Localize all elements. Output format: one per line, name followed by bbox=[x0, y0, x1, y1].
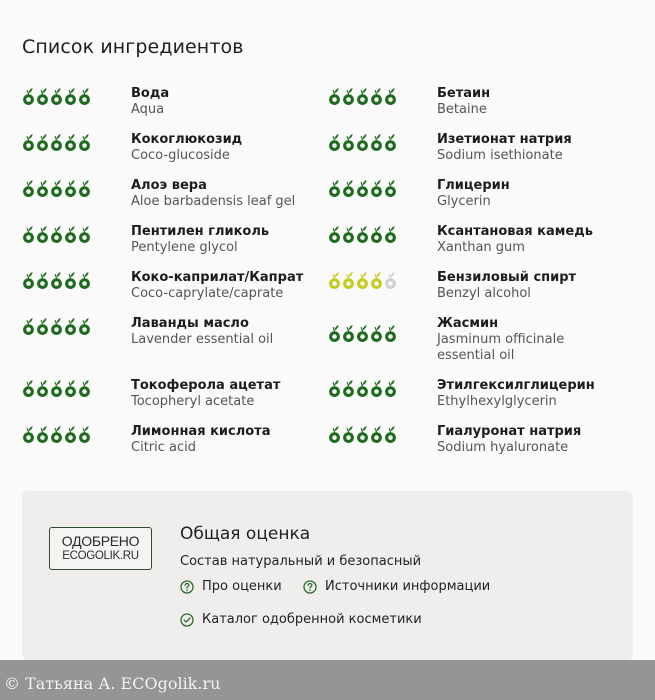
rating-leaf-icon bbox=[356, 324, 369, 343]
rating-leaf-icon bbox=[370, 225, 383, 244]
ingredient-names bbox=[437, 270, 576, 302]
rating-leaf-icon bbox=[36, 87, 49, 106]
ingredient-name-inci: Sodium hyaluronate bbox=[437, 440, 569, 455]
ingredient-rating bbox=[22, 379, 91, 398]
rating-leaf-icon bbox=[64, 87, 77, 106]
rating-leaf-icon bbox=[50, 87, 63, 106]
rating-leaf-icon bbox=[328, 179, 341, 198]
ingredient-name-ru: Токоферола ацетат bbox=[131, 378, 281, 393]
ingredient-names bbox=[437, 224, 593, 256]
rating-leaf-icon bbox=[356, 133, 369, 152]
ingredient-name-ru: Бензиловый спирт bbox=[437, 270, 577, 285]
rating-leaf-icon bbox=[342, 324, 355, 343]
ingredient-name-inci: Jasminum officinale essential oil bbox=[437, 332, 565, 363]
rating-leaf-icon bbox=[356, 179, 369, 198]
rating-leaf-icon bbox=[384, 179, 397, 198]
ingredient-rating bbox=[328, 425, 397, 444]
rating-leaf-icon bbox=[356, 271, 369, 290]
ingredient-names bbox=[437, 132, 572, 164]
info-sources-label: Источники информации bbox=[325, 579, 491, 594]
rating-leaf-icon bbox=[64, 379, 77, 398]
ingredient-rating bbox=[22, 317, 91, 336]
ingredient-name-ru: Пентилен гликоль bbox=[131, 224, 270, 239]
rating-leaf-icon bbox=[64, 133, 77, 152]
ingredient-name-inci: Glycerin bbox=[437, 194, 491, 209]
ingredient-names bbox=[131, 132, 242, 164]
rating-leaf-icon bbox=[370, 271, 383, 290]
ingredient-name-ru: Ксантановая камедь bbox=[437, 224, 593, 239]
rating-leaf-icon bbox=[384, 425, 397, 444]
ingredient-name-inci: Lavender essential oil bbox=[131, 332, 274, 347]
rating-leaf-icon bbox=[36, 225, 49, 244]
info-sources-link[interactable] bbox=[303, 579, 490, 594]
rating-leaf-icon bbox=[384, 271, 397, 290]
ingredient-names bbox=[131, 316, 273, 348]
rating-leaf-icon bbox=[22, 225, 35, 244]
ingredient-rating bbox=[328, 87, 397, 106]
ingredient-name-inci: Sodium isethionate bbox=[437, 148, 563, 163]
ingredient-name-ru: Лаванды масло bbox=[131, 316, 249, 331]
ingredient-names bbox=[131, 270, 303, 302]
rating-leaf-icon bbox=[384, 133, 397, 152]
rating-leaf-icon bbox=[22, 379, 35, 398]
rating-leaf-icon bbox=[36, 425, 49, 444]
rating-leaf-icon bbox=[356, 379, 369, 398]
rating-leaf-icon bbox=[78, 271, 91, 290]
approved-catalog-label: Каталог одобренной косметики bbox=[202, 612, 422, 627]
question-circle-icon bbox=[303, 580, 317, 594]
ingredient-names bbox=[131, 224, 269, 256]
summary-card bbox=[22, 491, 633, 660]
ingredient-name-inci: Aqua bbox=[131, 102, 165, 117]
ingredient-name-ru: Коко-каприлат/Капрат bbox=[131, 270, 304, 285]
ingredient-rating bbox=[328, 379, 397, 398]
ingredient-names bbox=[131, 378, 280, 410]
ingredient-names bbox=[437, 86, 490, 118]
question-circle-icon bbox=[180, 580, 194, 594]
rating-leaf-icon bbox=[36, 179, 49, 198]
rating-leaf-icon bbox=[328, 225, 341, 244]
rating-leaf-icon bbox=[22, 271, 35, 290]
rating-leaf-icon bbox=[384, 87, 397, 106]
ingredient-name-inci: Aloe barbadensis leaf gel bbox=[131, 194, 296, 209]
rating-leaf-icon bbox=[36, 271, 49, 290]
badge-line1: ОДОБРЕНО bbox=[61, 533, 140, 549]
rating-leaf-icon bbox=[370, 324, 383, 343]
ingredient-names bbox=[437, 424, 581, 456]
ingredient-name-ru: Жасмин bbox=[437, 316, 499, 331]
rating-leaf-icon bbox=[64, 225, 77, 244]
rating-leaf-icon bbox=[78, 133, 91, 152]
rating-leaf-icon bbox=[370, 379, 383, 398]
overall-rating-title: Общая оценка bbox=[180, 524, 311, 544]
ingredient-name-ru: Бетаин bbox=[437, 86, 491, 101]
rating-leaf-icon bbox=[22, 179, 35, 198]
ingredient-name-ru: Кокоглюкозид bbox=[131, 132, 243, 147]
ingredient-name-inci: Ethylhexylglycerin bbox=[437, 394, 557, 409]
rating-leaf-icon bbox=[342, 225, 355, 244]
ingredient-names bbox=[437, 316, 587, 364]
rating-leaf-icon bbox=[50, 425, 63, 444]
rating-leaf-icon bbox=[50, 317, 63, 336]
about-ratings-link[interactable] bbox=[180, 579, 282, 594]
ingredient-name-ru: Этилгексилглицерин bbox=[437, 378, 595, 393]
rating-leaf-icon bbox=[356, 425, 369, 444]
rating-leaf-icon bbox=[328, 324, 341, 343]
rating-leaf-icon bbox=[370, 425, 383, 444]
ingredient-name-inci: Benzyl alcohol bbox=[437, 286, 531, 301]
ingredient-rating bbox=[328, 225, 397, 244]
rating-leaf-icon bbox=[64, 179, 77, 198]
ingredient-rating bbox=[328, 271, 397, 290]
rating-leaf-icon bbox=[356, 87, 369, 106]
ingredient-rating bbox=[328, 324, 397, 343]
ingredient-rating bbox=[22, 425, 91, 444]
rating-leaf-icon bbox=[384, 379, 397, 398]
watermark-bar bbox=[0, 660, 655, 700]
ingredient-names bbox=[131, 178, 295, 210]
rating-leaf-icon bbox=[342, 379, 355, 398]
rating-leaf-icon bbox=[22, 133, 35, 152]
rating-leaf-icon bbox=[384, 324, 397, 343]
rating-leaf-icon bbox=[342, 271, 355, 290]
rating-leaf-icon bbox=[342, 87, 355, 106]
ingredient-name-ru: Гиалуронат натрия bbox=[437, 424, 582, 439]
ingredient-rating bbox=[328, 133, 397, 152]
rating-leaf-icon bbox=[78, 179, 91, 198]
ingredient-names bbox=[437, 378, 595, 410]
ingredient-rating bbox=[22, 271, 91, 290]
rating-leaf-icon bbox=[22, 87, 35, 106]
check-circle-icon bbox=[180, 613, 194, 627]
rating-leaf-icon bbox=[36, 379, 49, 398]
rating-leaf-icon bbox=[370, 179, 383, 198]
rating-leaf-icon bbox=[78, 317, 91, 336]
rating-leaf-icon bbox=[342, 425, 355, 444]
rating-leaf-icon bbox=[328, 133, 341, 152]
rating-leaf-icon bbox=[342, 179, 355, 198]
ingredient-name-inci: Coco-glucoside bbox=[131, 148, 230, 163]
rating-leaf-icon bbox=[64, 317, 77, 336]
rating-leaf-icon bbox=[50, 225, 63, 244]
overall-rating-verdict: Состав натуральный и безопасный bbox=[180, 554, 422, 569]
rating-leaf-icon bbox=[36, 317, 49, 336]
watermark-text: © Татьяна А. ECOgolik.ru bbox=[4, 674, 221, 693]
rating-leaf-icon bbox=[78, 225, 91, 244]
rating-leaf-icon bbox=[328, 271, 341, 290]
badge-line2: ECOGOLIK.RU bbox=[62, 550, 139, 562]
rating-leaf-icon bbox=[64, 271, 77, 290]
ingredient-rating bbox=[22, 133, 91, 152]
rating-leaf-icon bbox=[78, 425, 91, 444]
rating-leaf-icon bbox=[50, 271, 63, 290]
ingredient-rating bbox=[22, 225, 91, 244]
rating-leaf-icon bbox=[50, 133, 63, 152]
ingredient-name-ru: Вода bbox=[131, 86, 170, 101]
rating-leaf-icon bbox=[22, 317, 35, 336]
ingredient-rating bbox=[22, 87, 91, 106]
rating-leaf-icon bbox=[356, 225, 369, 244]
rating-leaf-icon bbox=[370, 133, 383, 152]
rating-leaf-icon bbox=[328, 87, 341, 106]
ingredient-name-inci: Tocopheryl acetate bbox=[131, 394, 255, 409]
ingredient-name-inci: Xanthan gum bbox=[437, 240, 525, 255]
ingredient-names bbox=[131, 86, 169, 118]
rating-leaf-icon bbox=[78, 87, 91, 106]
rating-leaf-icon bbox=[384, 225, 397, 244]
rating-leaf-icon bbox=[50, 379, 63, 398]
ingredient-name-ru: Глицерин bbox=[437, 178, 510, 193]
ingredient-rating bbox=[22, 179, 91, 198]
rating-leaf-icon bbox=[78, 379, 91, 398]
ingredient-names bbox=[437, 178, 510, 210]
approved-badge bbox=[49, 527, 152, 570]
ingredient-rating bbox=[328, 179, 397, 198]
about-ratings-label: Про оценки bbox=[202, 579, 282, 594]
rating-leaf-icon bbox=[64, 425, 77, 444]
ingredient-name-ru: Изетионат натрия bbox=[437, 132, 572, 147]
rating-leaf-icon bbox=[328, 379, 341, 398]
rating-leaf-icon bbox=[36, 133, 49, 152]
rating-leaf-icon bbox=[22, 425, 35, 444]
approved-catalog-link[interactable] bbox=[180, 612, 422, 627]
ingredient-name-inci: Pentylene glycol bbox=[131, 240, 238, 255]
rating-leaf-icon bbox=[342, 133, 355, 152]
ingredient-name-ru: Алоэ вера bbox=[131, 178, 207, 193]
rating-leaf-icon bbox=[50, 179, 63, 198]
ingredient-name-ru: Лимонная кислота bbox=[131, 424, 271, 439]
ingredient-name-inci: Coco-caprylate/caprate bbox=[131, 286, 284, 301]
ingredient-name-inci: Citric acid bbox=[131, 440, 196, 455]
rating-leaf-icon bbox=[370, 87, 383, 106]
ingredient-names bbox=[131, 424, 270, 456]
section-title: Список ингредиентов bbox=[22, 36, 244, 58]
rating-leaf-icon bbox=[328, 425, 341, 444]
ingredient-name-inci: Betaine bbox=[437, 102, 487, 117]
